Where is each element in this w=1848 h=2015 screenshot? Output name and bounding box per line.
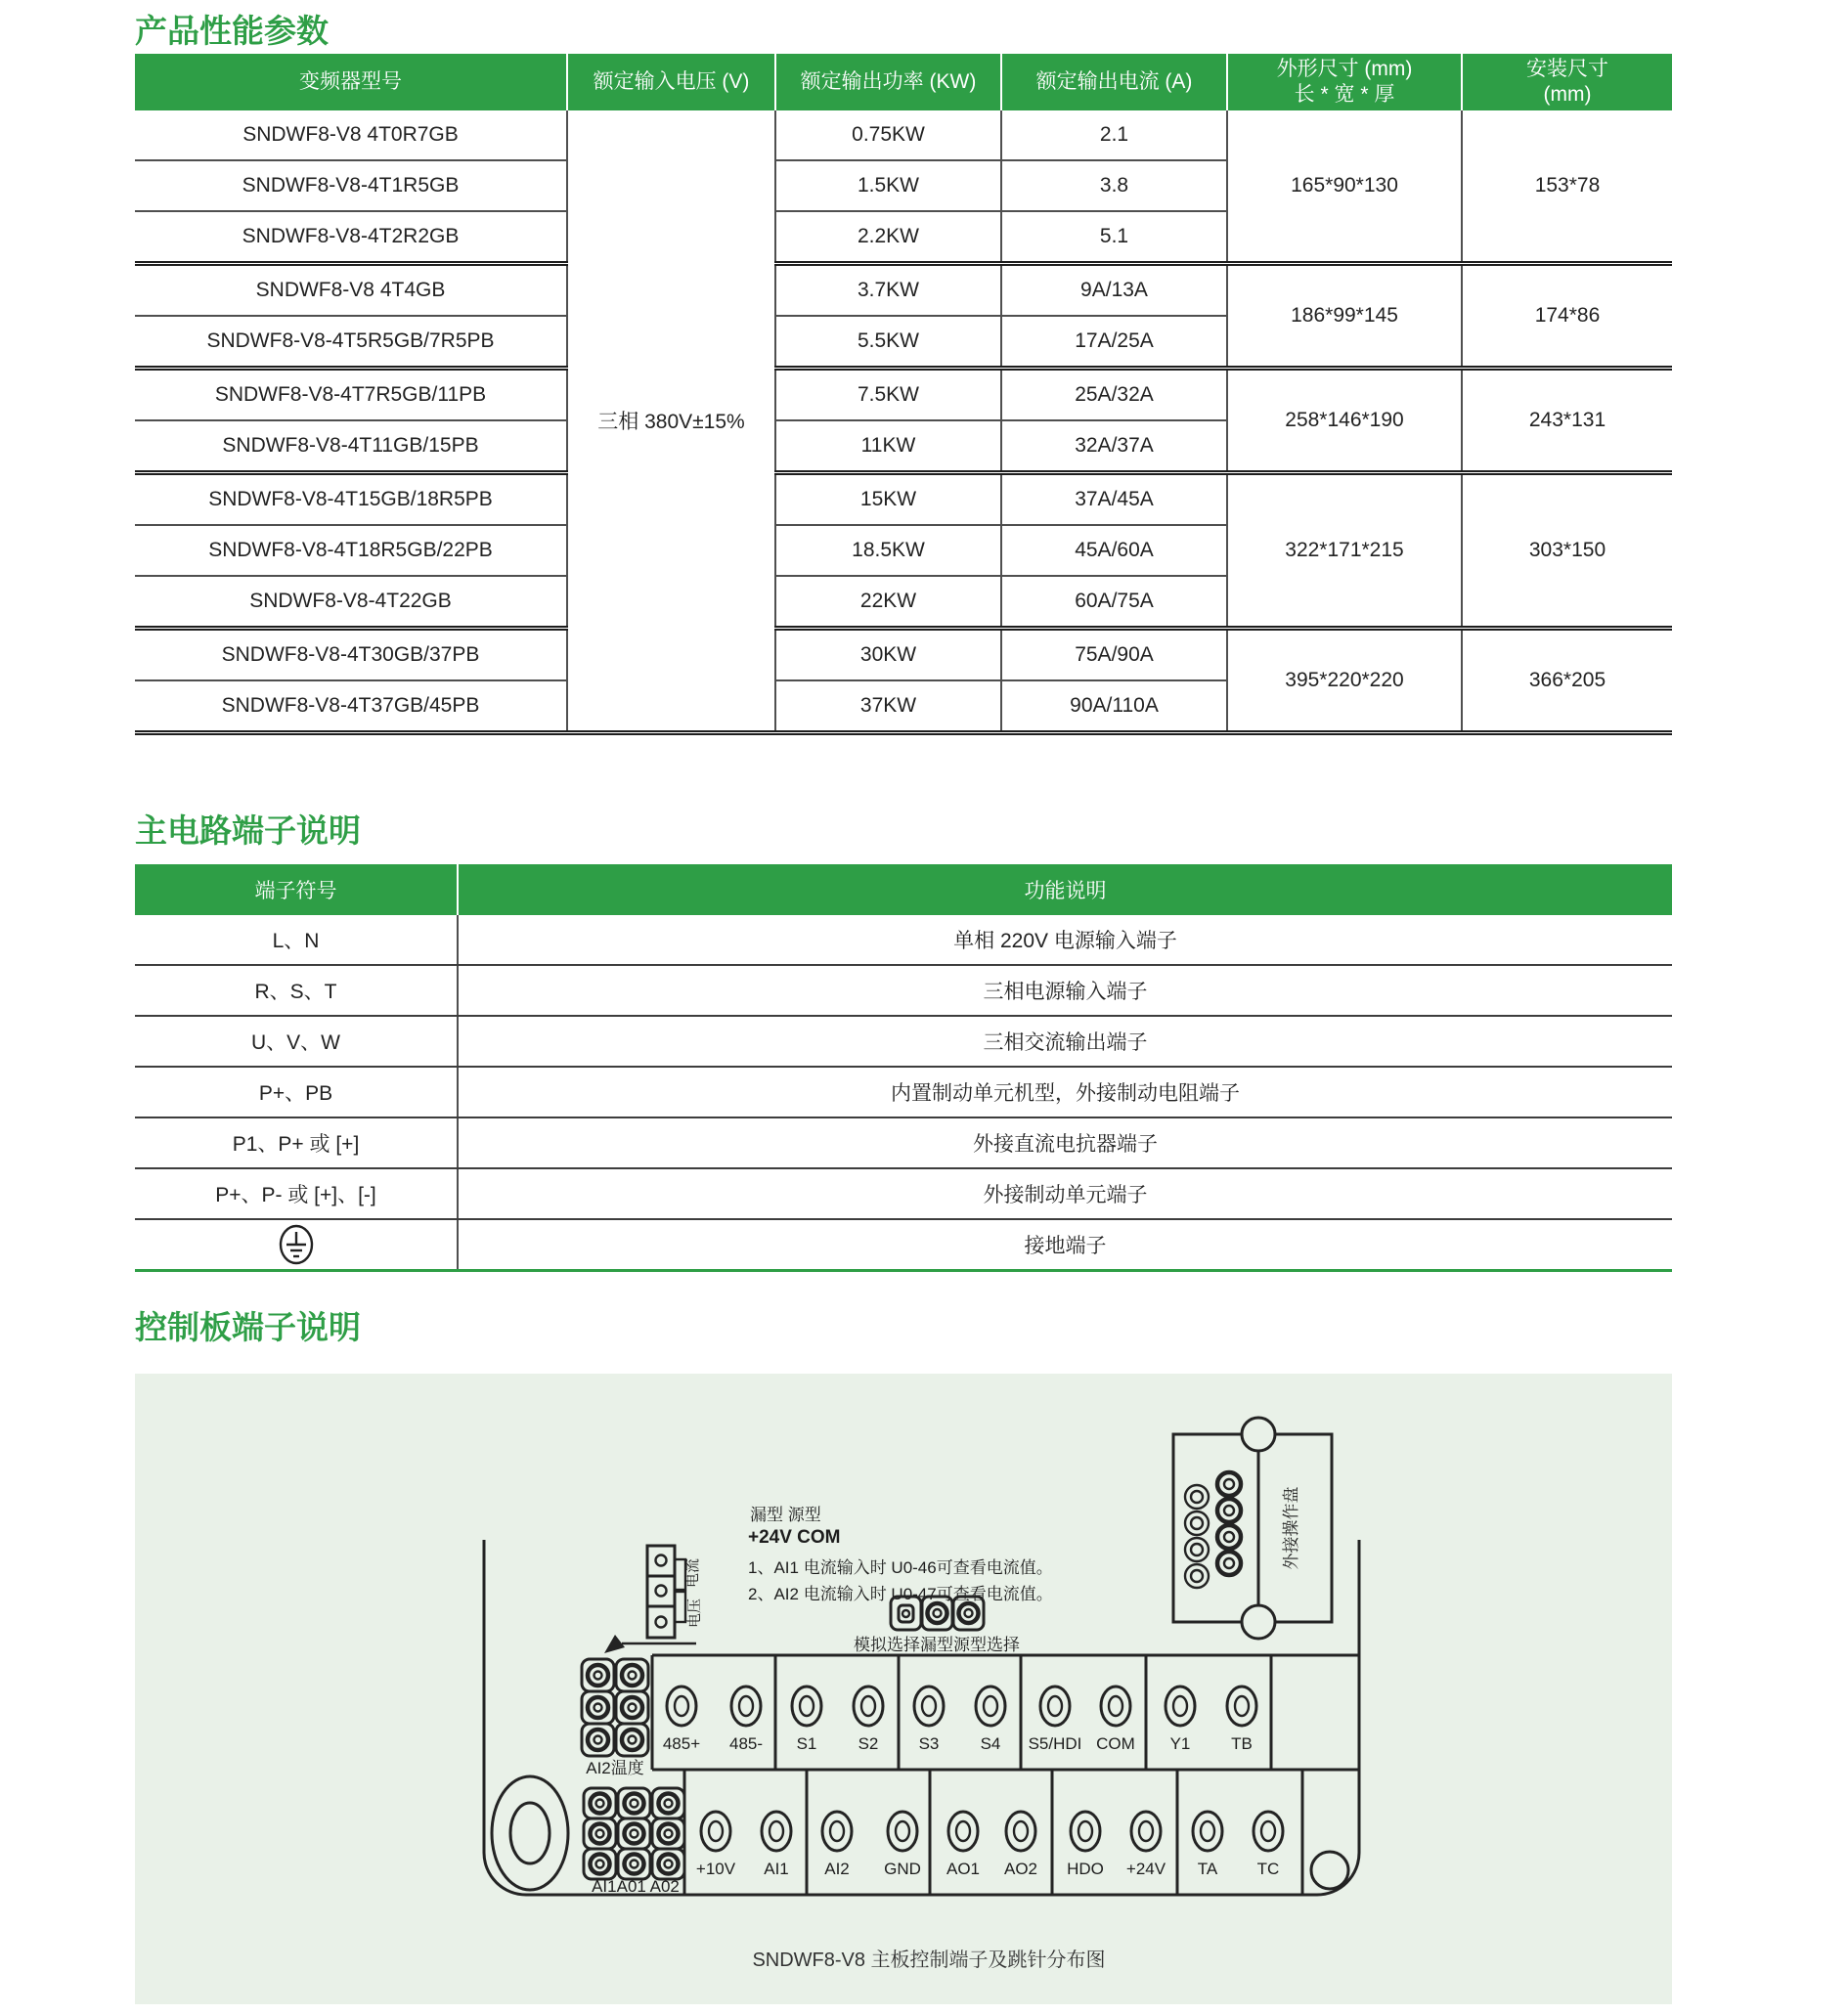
table-row	[135, 629, 1672, 681]
table-row	[135, 369, 1672, 421]
terminal-symbol-cell: R、S、T	[135, 965, 458, 1016]
model-cell: SNDWF8-V8-4T11GB/15PB	[135, 420, 567, 473]
v24-com-label: +24V COM	[748, 1527, 841, 1548]
col-header-dimensions: 外形尺寸 (mm) 长 * 宽 * 厚	[1227, 54, 1462, 110]
current-cell: 5.1	[1001, 211, 1227, 264]
terminal	[663, 1686, 700, 1753]
current-cell: 17A/25A	[1001, 316, 1227, 369]
current-cell: 37A/45A	[1001, 473, 1227, 526]
power-cell: 22KW	[775, 576, 1001, 629]
control-board-diagram	[135, 1374, 1672, 2004]
terminal-label: COM	[1096, 1734, 1135, 1753]
terminal-symbol-cell: P+、PB	[135, 1067, 458, 1117]
earth-ground-icon	[275, 1221, 318, 1268]
terminal-label: +10V	[695, 1860, 736, 1878]
model-cell: SNDWF8-V8-4T1R5GB	[135, 160, 567, 211]
terminal	[696, 1812, 736, 1878]
table-header-row	[135, 54, 1672, 110]
current-cell: 90A/110A	[1001, 680, 1227, 733]
dims-cell: 322*171*215	[1227, 473, 1462, 629]
current-cell: 32A/37A	[1001, 420, 1227, 473]
terminal-label: AO2	[1003, 1860, 1038, 1878]
sink-source-label: 漏型 源型	[750, 1506, 821, 1524]
main-circuit-table	[135, 864, 1672, 1272]
ai1-ao-label: AI1A01 A02	[592, 1877, 680, 1896]
power-cell: 15KW	[775, 473, 1001, 526]
current-cell: 45A/60A	[1001, 525, 1227, 576]
power-cell: 2.2KW	[775, 211, 1001, 264]
terminal-label: S4	[980, 1734, 1001, 1753]
model-cell: SNDWF8-V8 4T0R7GB	[135, 110, 567, 160]
ai2-temp-label: AI2温度	[586, 1759, 644, 1777]
mount-cell: 243*131	[1462, 369, 1672, 473]
table-row	[135, 264, 1672, 317]
mount-cell: 153*78	[1462, 110, 1672, 264]
table-row	[135, 1016, 1672, 1067]
terminal	[1254, 1812, 1283, 1878]
table-row	[135, 915, 1672, 965]
terminal-symbol-cell: U、V、W	[135, 1016, 458, 1067]
keypad-connector	[1173, 1418, 1332, 1639]
function-desc-cell: 外接直流电抗器端子	[458, 1117, 1672, 1168]
terminal	[792, 1686, 821, 1753]
terminal-label: +24V	[1125, 1860, 1166, 1878]
voltage-label: 电压	[686, 1598, 703, 1629]
dims-cell: 165*90*130	[1227, 110, 1462, 264]
power-cell: 3.7KW	[775, 264, 1001, 317]
terminal-label: S5/HDI	[1028, 1734, 1082, 1753]
model-cell: SNDWF8-V8-4T37GB/45PB	[135, 680, 567, 733]
dims-cell: 258*146*190	[1227, 369, 1462, 473]
terminal-label: S3	[918, 1734, 940, 1753]
terminal-label: TB	[1231, 1734, 1253, 1753]
vi-selector-connector	[647, 1546, 703, 1638]
terminal-label: S2	[858, 1734, 879, 1753]
terminal	[1126, 1812, 1166, 1878]
terminal	[1096, 1686, 1135, 1753]
table-row	[135, 1168, 1672, 1219]
dims-cell: 186*99*145	[1227, 264, 1462, 369]
function-desc-cell: 接地端子	[458, 1219, 1672, 1271]
terminal-label: S1	[796, 1734, 817, 1753]
model-cell: SNDWF8-V8 4T4GB	[135, 264, 567, 317]
table-row	[135, 1067, 1672, 1117]
terminal-label: 485+	[662, 1734, 701, 1753]
mounting-hole-icon	[492, 1776, 568, 1890]
function-desc-cell: 内置制动单元机型，外接制动电阻端子	[458, 1067, 1672, 1117]
function-desc-cell: 单相 220V 电源输入端子	[458, 915, 1672, 965]
terminal-label: AO1	[946, 1860, 981, 1878]
mount-cell: 303*150	[1462, 473, 1672, 629]
terminal	[762, 1812, 791, 1878]
ai1-ao-jumper-block	[584, 1788, 684, 1879]
table-row	[135, 1219, 1672, 1271]
top-terminal-row	[663, 1686, 1256, 1753]
section-title-main-circuit: 主电路端子说明	[135, 812, 361, 849]
jumper-select-label: 模拟选择漏型源型选择	[854, 1636, 1020, 1654]
input-voltage-cell: 三相 380V±15%	[567, 110, 775, 733]
col-header-mounting: 安装尺寸 (mm)	[1462, 54, 1672, 110]
model-cell: SNDWF8-V8-4T5R5GB/7R5PB	[135, 316, 567, 369]
bottom-terminal-row	[696, 1812, 1283, 1878]
note2-text: 2、AI2 电流输入时 U0-47可查看电流值。	[748, 1585, 1053, 1603]
performance-table	[135, 54, 1672, 735]
terminal	[1227, 1686, 1256, 1753]
col-header-output-current: 额定输出电流 (A)	[1001, 54, 1227, 110]
keypad-pins	[1185, 1472, 1241, 1588]
terminal-label: Y1	[1169, 1734, 1191, 1753]
current-label: 电流	[684, 1557, 701, 1589]
terminal-symbol-cell: P1、P+ 或 [+]	[135, 1117, 458, 1168]
power-cell: 30KW	[775, 629, 1001, 681]
terminal	[1067, 1812, 1104, 1878]
terminal-label: HDO	[1067, 1860, 1104, 1878]
function-desc-cell: 外接制动单元端子	[458, 1168, 1672, 1219]
keypad-label: 外接操作盘	[1282, 1486, 1300, 1570]
current-cell: 3.8	[1001, 160, 1227, 211]
terminal-label: TC	[1256, 1860, 1280, 1878]
table-row	[135, 965, 1672, 1016]
power-cell: 37KW	[775, 680, 1001, 733]
power-cell: 1.5KW	[775, 160, 1001, 211]
terminal	[822, 1812, 852, 1878]
power-cell: 0.75KW	[775, 110, 1001, 160]
terminal	[914, 1686, 944, 1753]
model-cell: SNDWF8-V8-4T22GB	[135, 576, 567, 629]
terminal-label: 485-	[728, 1734, 764, 1753]
table-row	[135, 1117, 1672, 1168]
table-header-row	[135, 864, 1672, 915]
col-header-model: 变频器型号	[135, 54, 567, 110]
model-cell: SNDWF8-V8-4T15GB/18R5PB	[135, 473, 567, 526]
ai2-temp-jumper-block	[582, 1659, 648, 1756]
terminal	[946, 1812, 980, 1878]
mounting-hole-icon	[1311, 1852, 1348, 1889]
power-cell: 11KW	[775, 420, 1001, 473]
terminal	[1004, 1812, 1037, 1878]
model-cell: SNDWF8-V8-4T18R5GB/22PB	[135, 525, 567, 576]
connector-hole-icon	[1242, 1605, 1275, 1639]
note1-text: 1、AI1 电流输入时 U0-46可查看电流值。	[748, 1558, 1053, 1577]
model-cell: SNDWF8-V8-4T30GB/37PB	[135, 629, 567, 681]
model-cell: SNDWF8-V8-4T7R5GB/11PB	[135, 369, 567, 421]
control-board-diagram-panel	[135, 1374, 1672, 2004]
terminal	[1029, 1686, 1082, 1753]
table-row	[135, 473, 1672, 526]
col-header-terminal-symbol: 端子符号	[135, 864, 458, 915]
current-cell: 25A/32A	[1001, 369, 1227, 421]
col-header-input-voltage: 额定输入电压 (V)	[567, 54, 775, 110]
section-title-control-board: 控制板端子说明	[135, 1309, 361, 1345]
terminal-label: AI2	[824, 1860, 850, 1878]
current-cell: 2.1	[1001, 110, 1227, 160]
dims-cell: 395*220*220	[1227, 629, 1462, 733]
mount-cell: 366*205	[1462, 629, 1672, 733]
col-header-output-power: 额定输出功率 (KW)	[775, 54, 1001, 110]
terminal	[729, 1686, 763, 1753]
terminal-symbol-cell: L、N	[135, 915, 458, 965]
section-title-performance: 产品性能参数	[135, 13, 329, 49]
function-desc-cell: 三相交流输出端子	[458, 1016, 1672, 1067]
current-cell: 75A/90A	[1001, 629, 1227, 681]
current-cell: 60A/75A	[1001, 576, 1227, 629]
terminal-symbol-cell	[135, 1219, 458, 1271]
col-header-function-desc: 功能说明	[458, 864, 1672, 915]
connector-hole-icon	[1242, 1418, 1275, 1451]
table-row	[135, 110, 1672, 160]
terminal-label: AI1	[764, 1860, 789, 1878]
diagram-caption: SNDWF8-V8 主板控制端子及跳针分布图	[752, 1949, 1106, 1971]
model-cell: SNDWF8-V8-4T2R2GB	[135, 211, 567, 264]
power-cell: 18.5KW	[775, 525, 1001, 576]
terminal	[1193, 1812, 1222, 1878]
current-cell: 9A/13A	[1001, 264, 1227, 317]
function-desc-cell: 三相电源输入端子	[458, 965, 1672, 1016]
terminal	[854, 1686, 883, 1753]
mount-cell: 174*86	[1462, 264, 1672, 369]
terminal	[1166, 1686, 1195, 1753]
terminal	[884, 1812, 921, 1878]
power-cell: 5.5KW	[775, 316, 1001, 369]
terminal-symbol-cell: P+、P- 或 [+]、[-]	[135, 1168, 458, 1219]
terminal-label: TA	[1197, 1860, 1218, 1878]
terminal	[976, 1686, 1005, 1753]
power-cell: 7.5KW	[775, 369, 1001, 421]
terminal-label: GND	[884, 1860, 921, 1878]
